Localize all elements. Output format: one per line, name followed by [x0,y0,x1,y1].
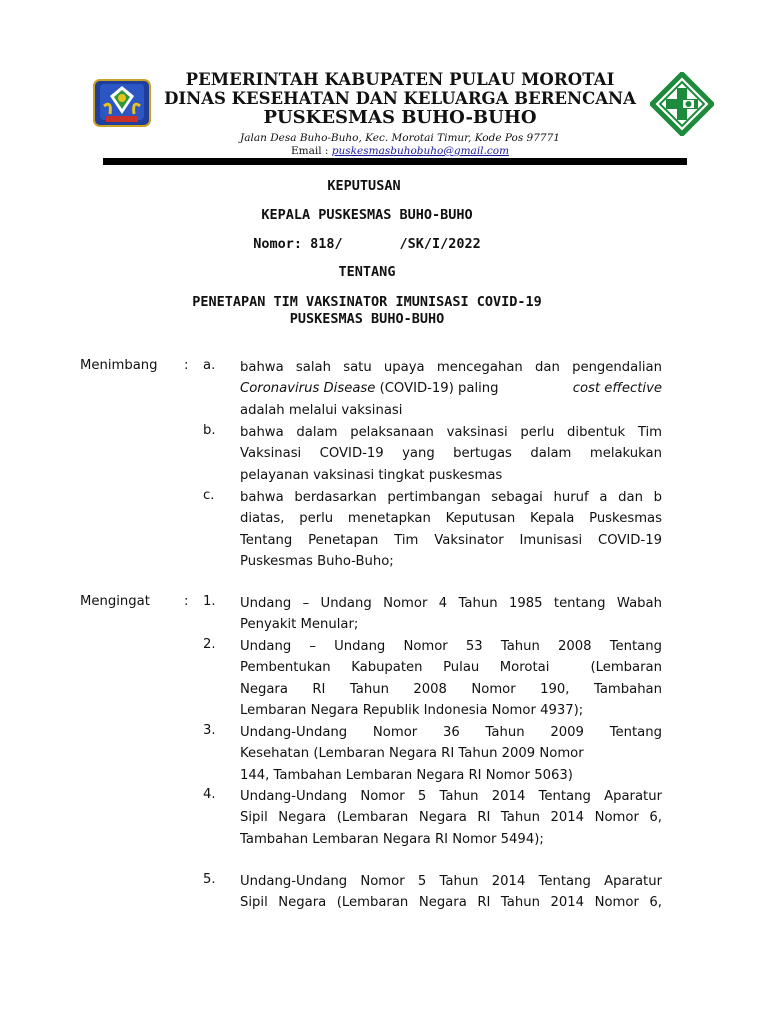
letterhead-address: Jalan Desa Buho-Buho, Kec. Morotai Timur, Kode Pos 97771 [240,132,560,144]
mengingat-2-line-3: Negara RI Tahun 2008 Nomor 190, Tambahan [240,681,662,697]
email-link[interactable]: puskesmasbuhobuho@gmail.com [331,145,510,157]
menimbang-a-line-2: Coronavirus Disease (COVID-19) paling cost effective [240,381,662,397]
mengingat-4-line-2: Sipil Negara (Lembaran Negara RI Tahun 2014 Nomor 6, [240,810,662,826]
menimbang-item-num: a. [203,358,216,373]
mengingat-2-line-1: Undang – Undang Nomor 53 Tahun 2008 Tentang [240,639,662,654]
mengingat-3-line-1: Undang-Undang Nomor 36 Tahun 2009 Tentang [240,725,662,740]
menimbang-b-line-3: pelayanan vaksinasi tingkat puskesmas [240,467,503,483]
menimbang-c-line-4: Puskesmas Buho-Buho; [240,553,394,569]
mengingat-item-1 [240,593,662,636]
menimbang-label: Menimbang [80,358,158,373]
mengingat-4-line-3: Tambahan Lembaran Negara RI Nomor 5494); [240,831,544,847]
menimbang-a-line-1: bahwa salah satu upaya mencegahan dan pengendalian [240,360,662,375]
puskesmas-cross-icon [650,72,714,136]
title-tentang: TENTANG [338,264,396,280]
letterhead-line-1: PEMERINTAH KABUPATEN PULAU MOROTAI [185,70,615,89]
mengingat-item-num: 1. [203,594,216,609]
regency-crest-icon [92,78,152,128]
mengingat-2-line-4: Lembaran Negara Republik Indonesia Nomor 4937); [240,702,584,718]
mengingat-item-num: 4. [203,787,216,802]
mengingat-3-line-2: Kesehatan (Lembaran Negara RI Tahun 2009 Nomor [240,746,584,762]
mengingat-item-3 [240,722,662,786]
mengingat-item-num: 5. [203,872,216,887]
mengingat-item-2 [240,636,662,721]
menimbang-item-num: b. [203,423,216,438]
menimbang-b-line-1: bahwa dalam pelaksanaan vaksinasi perlu dibentuk Tim [240,425,662,440]
title-keputusan: KEPUTUSAN [327,178,401,194]
mengingat-2-line-2: Pembentukan Kabupaten Pulau Morotai (Lembaran [240,660,662,676]
menimbang-item-num: c. [203,488,215,503]
mengingat-item-4 [240,786,662,850]
menimbang-c-line-2: diatas, perlu menetapkan Keputusan Kepala Puskesmas [240,511,662,527]
title-kepala: KEPALA PUSKESMAS BUHO-BUHO [261,207,473,223]
mengingat-5-line-1: Undang-Undang Nomor 5 Tahun 2014 Tentang Aparatur [240,874,662,889]
title-subject [0,294,751,328]
mengingat-1-line-1: Undang – Undang Nomor 4 Tahun 1985 tentang Wabah [240,596,662,611]
menimbang-colon: : [184,358,189,373]
menimbang-item-c [240,487,662,572]
menimbang-c-line-3: Tentang Penetapan Tim Vaksinator Imunisasi COVID-19 [240,532,662,548]
letterhead-email-row [160,145,640,158]
letterhead-divider [103,158,687,165]
letterhead-line-3: PUSKESMAS BUHO-BUHO [263,107,537,128]
mengingat-1-line-2: Penyakit Menular; [240,617,359,633]
email-label: Email : [290,145,329,157]
menimbang-b-line-2: Vaksinasi COVID-19 yang bertugas dalam melakukan [240,446,662,462]
mengingat-item-num: 3. [203,723,216,738]
letterhead-line-2: DINAS KESEHATAN DAN KELUARGA BERENCANA [164,89,636,108]
title-subject-line-2: PUSKESMAS BUHO-BUHO [289,311,445,327]
mengingat-item-num: 2. [203,637,216,652]
menimbang-c-line-1: bahwa berdasarkan pertimbangan sebagai huruf a dan b [240,490,662,505]
mengingat-label: Mengingat [80,594,150,609]
mengingat-3-line-3: 144, Tambahan Lembaran Negara RI Nomor 5063) [240,767,573,783]
menimbang-item-a [240,357,662,421]
menimbang-item-b [240,422,662,486]
title-subject-line-1: PENETAPAN TIM VAKSINATOR IMUNISASI COVID-19 [192,294,542,310]
mengingat-4-line-1: Undang-Undang Nomor 5 Tahun 2014 Tentang Aparatur [240,789,662,804]
letterhead [160,70,640,158]
mengingat-item-5 [240,871,662,914]
mengingat-colon: : [184,594,189,609]
title-nomor: Nomor: 818/ /SK/I/2022 [253,236,481,252]
mengingat-5-line-2: Sipil Negara (Lembaran Negara RI Tahun 2014 Nomor 6, [240,895,662,911]
menimbang-a-line-3: adalah melalui vaksinasi [240,402,403,418]
